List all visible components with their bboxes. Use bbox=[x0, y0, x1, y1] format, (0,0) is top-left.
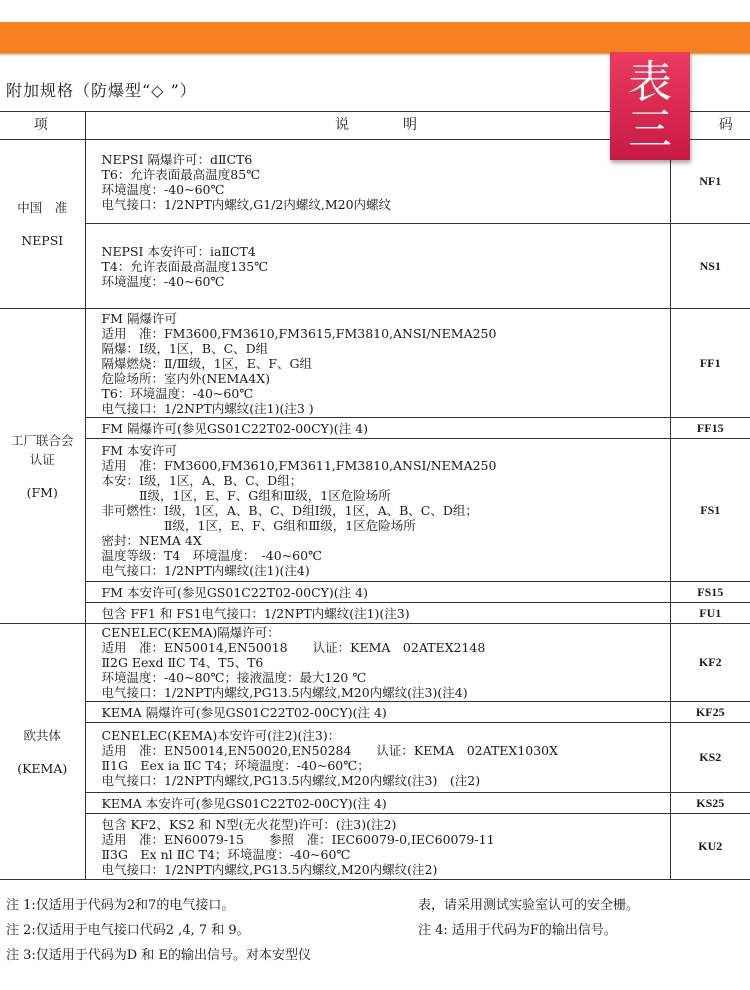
description-line: 环境温度：-40~60℃ bbox=[101, 273, 225, 289]
description-line: 非可燃性：Ⅰ级，1区，A、B、C、D组Ⅰ级，1区，A、B、C、D组； bbox=[101, 502, 478, 518]
group-label-line: 中国 准 bbox=[17, 200, 68, 215]
section-title: 附加规格（防爆型“◇ ”） bbox=[6, 81, 197, 100]
group-label-line: (KEMA) bbox=[17, 760, 68, 776]
spec-code: FU1 bbox=[670, 603, 750, 624]
description-line: NEPSI 隔爆许可：dⅡCT6 bbox=[101, 151, 253, 167]
spec-description bbox=[85, 814, 670, 880]
spec-row bbox=[0, 418, 750, 439]
spec-description bbox=[85, 603, 670, 624]
spec-row bbox=[0, 224, 750, 309]
group-label bbox=[0, 309, 85, 624]
description-line: CENELEC(KEMA)本安许可(注2)(注3)： bbox=[101, 727, 341, 743]
spec-table bbox=[0, 111, 750, 880]
description-line: 电气接口：1/2NPT内螺纹,PG13.5内螺纹,M20内螺纹(注3)(注4) bbox=[101, 685, 468, 700]
description-line: 隔爆燃烧：Ⅱ/Ⅲ级，1区，E、F、G组 bbox=[101, 355, 312, 371]
description-line: 危险场所：室内外(NEMA4X) bbox=[101, 370, 270, 386]
description-line: Ⅱ2G Eexd ⅡC T4、T5、T6 bbox=[101, 655, 264, 670]
note: 注 2:仅适用于电气接口代码2 ,4, 7 和 9。 bbox=[6, 923, 250, 938]
description-line: Ⅱ3G Ex nl ⅡC T4；环境温度：-40~60℃ bbox=[101, 846, 351, 862]
group-label-line: 工厂联合会 bbox=[10, 432, 74, 448]
description-line: FM 本安许可 bbox=[101, 442, 177, 458]
description-line: KEMA 隔爆许可(参见GS01C22T02-00CY)(注 4) bbox=[101, 704, 387, 720]
description-line: 环境温度：-40~60℃ bbox=[101, 181, 225, 197]
description-line: FM 隔爆许可(参见GS01C22T02-00CY)(注 4) bbox=[101, 420, 368, 436]
description-line: Ⅱ级，1区，E、F、G组和Ⅲ级，1区危险场所 bbox=[101, 487, 391, 503]
notes-left bbox=[6, 893, 311, 968]
group-label-line: 欧共体 bbox=[23, 727, 61, 743]
description-line: 适用 准：FM3600,FM3610,FM3611,FM3810,ANSI/NEMA250 bbox=[101, 457, 497, 473]
group-label-line bbox=[0, 745, 85, 759]
spec-body bbox=[0, 140, 750, 880]
group-label-line: (FM) bbox=[26, 484, 58, 500]
spec-code: KU2 bbox=[670, 814, 750, 880]
spec-code: KS2 bbox=[670, 723, 750, 793]
header-item: 项 bbox=[0, 112, 85, 140]
spec-row bbox=[0, 603, 750, 624]
header-code: 码 bbox=[670, 112, 750, 140]
group-label-line bbox=[0, 469, 85, 483]
tab-char: 表 bbox=[628, 57, 672, 108]
spec-description bbox=[85, 793, 670, 814]
description-line: 电气接口：1/2NPT内螺纹(注1)(注4) bbox=[101, 562, 310, 578]
table-number-tab bbox=[610, 52, 690, 160]
description-line: Ⅱ级，1区，E、F、G组和Ⅲ级，1区危险场所 bbox=[101, 517, 416, 533]
spec-code: FS15 bbox=[670, 582, 750, 603]
spec-row bbox=[0, 309, 750, 418]
description-line: Ⅱ1G Eex ia ⅡC T4；环境温度：-40~60℃； bbox=[101, 757, 370, 773]
spec-description bbox=[85, 224, 670, 309]
spec-code: NS1 bbox=[670, 224, 750, 309]
description-line: 温度等级：T4 环境温度： -40~60℃ bbox=[101, 547, 323, 563]
spec-description bbox=[85, 702, 670, 723]
spec-row bbox=[0, 723, 750, 793]
header-description: 说 明 bbox=[85, 112, 670, 140]
group-label bbox=[0, 624, 85, 880]
spec-description bbox=[85, 418, 670, 439]
spec-description bbox=[85, 723, 670, 793]
description-line: T4：允许表面最高温度135℃ bbox=[101, 258, 269, 274]
spec-description bbox=[85, 140, 670, 224]
description-line: 电气接口：1/2NPT内螺纹,PG13.5内螺纹,M20内螺纹(注3) (注2) bbox=[101, 772, 481, 788]
description-line: 密封：NEMA 4X bbox=[101, 532, 202, 548]
description-line: 适用 准：EN60079-15 参照 准：IEC60079-0,IEC60079-11 bbox=[101, 831, 495, 847]
orange-header-bar bbox=[0, 22, 750, 52]
spec-code: NF1 bbox=[670, 140, 750, 224]
description-line: 适用 准：FM3600,FM3610,FM3615,FM3810,ANSI/NEMA250 bbox=[101, 325, 497, 341]
spec-row bbox=[0, 439, 750, 582]
description-line: CENELEC(KEMA)隔爆许可： bbox=[101, 625, 280, 640]
spec-code: FF15 bbox=[670, 418, 750, 439]
note: 注 3:仅适用于代码为D 和 E的输出信号。对本安型仪 bbox=[6, 948, 311, 963]
group-label-line bbox=[0, 217, 85, 231]
note: 注 4: 适用于代码为F的输出信号。 bbox=[418, 923, 617, 938]
spec-code: FS1 bbox=[670, 439, 750, 582]
spec-description bbox=[85, 624, 670, 702]
description-line: 电气接口：1/2NPT内螺纹,PG13.5内螺纹,M20内螺纹(注2) bbox=[101, 861, 438, 877]
spec-code: KF2 bbox=[670, 624, 750, 702]
spec-row bbox=[0, 814, 750, 880]
spec-code: KS25 bbox=[670, 793, 750, 814]
spec-code: KF25 bbox=[670, 702, 750, 723]
spec-row bbox=[0, 624, 750, 702]
description-line: NEPSI 本安许可：iaⅡCT4 bbox=[101, 243, 256, 259]
spec-description bbox=[85, 582, 670, 603]
spec-row bbox=[0, 793, 750, 814]
description-line: 适用 准：EN50014,EN50018 认证：KEMA 02ATEX2148 bbox=[101, 640, 486, 655]
spec-row bbox=[0, 582, 750, 603]
spec-row bbox=[0, 702, 750, 723]
description-line: FM 隔爆许可 bbox=[101, 310, 177, 326]
description-line: KEMA 本安许可(参见GS01C22T02-00CY)(注 4) bbox=[101, 795, 387, 811]
tab-char: 三 bbox=[628, 104, 672, 155]
description-line: 适用 准：EN50014,EN50020,EN50284 认证：KEMA 02ATEX1030X bbox=[101, 742, 559, 758]
group-label-line: NEPSI bbox=[21, 233, 64, 248]
note: 注 1:仅适用于代码为2和7的电气接口。 bbox=[6, 898, 235, 913]
note: 表，请采用测试实验室认可的安全栅。 bbox=[418, 898, 640, 913]
spec-description bbox=[85, 309, 670, 418]
group-label bbox=[0, 140, 85, 309]
description-line: 包含 FF1 和 FS1电气接口：1/2NPT内螺纹(注1)(注3) bbox=[101, 605, 410, 621]
description-line: 包含 KF2、KS2 和 N型(无火花型)许可：(注3)(注2) bbox=[101, 816, 397, 832]
description-line: 本安：Ⅰ级，1区，A、B、C、D组； bbox=[101, 472, 303, 488]
group-label-line: 认证 bbox=[29, 451, 55, 467]
spec-code: FF1 bbox=[670, 309, 750, 418]
notes-right bbox=[418, 893, 639, 943]
description-line: FM 本安许可(参见GS01C22T02-00CY)(注 4) bbox=[101, 584, 368, 600]
description-line: T6：环境温度：-40~60℃ bbox=[101, 385, 254, 401]
description-line: T6：允许表面最高温度85℃ bbox=[101, 166, 261, 182]
description-line: 环境温度：-40~80℃；接液温度：最大120 ℃ bbox=[101, 670, 367, 685]
description-line: 隔爆：Ⅰ级，1区，B、C、D组 bbox=[101, 340, 269, 356]
spec-description bbox=[85, 439, 670, 582]
description-line: 电气接口：1/2NPT内螺纹,G1/2内螺纹,M20内螺纹 bbox=[101, 196, 392, 212]
description-line: 电气接口：1/2NPT内螺纹(注1)(注3 ) bbox=[101, 400, 314, 416]
